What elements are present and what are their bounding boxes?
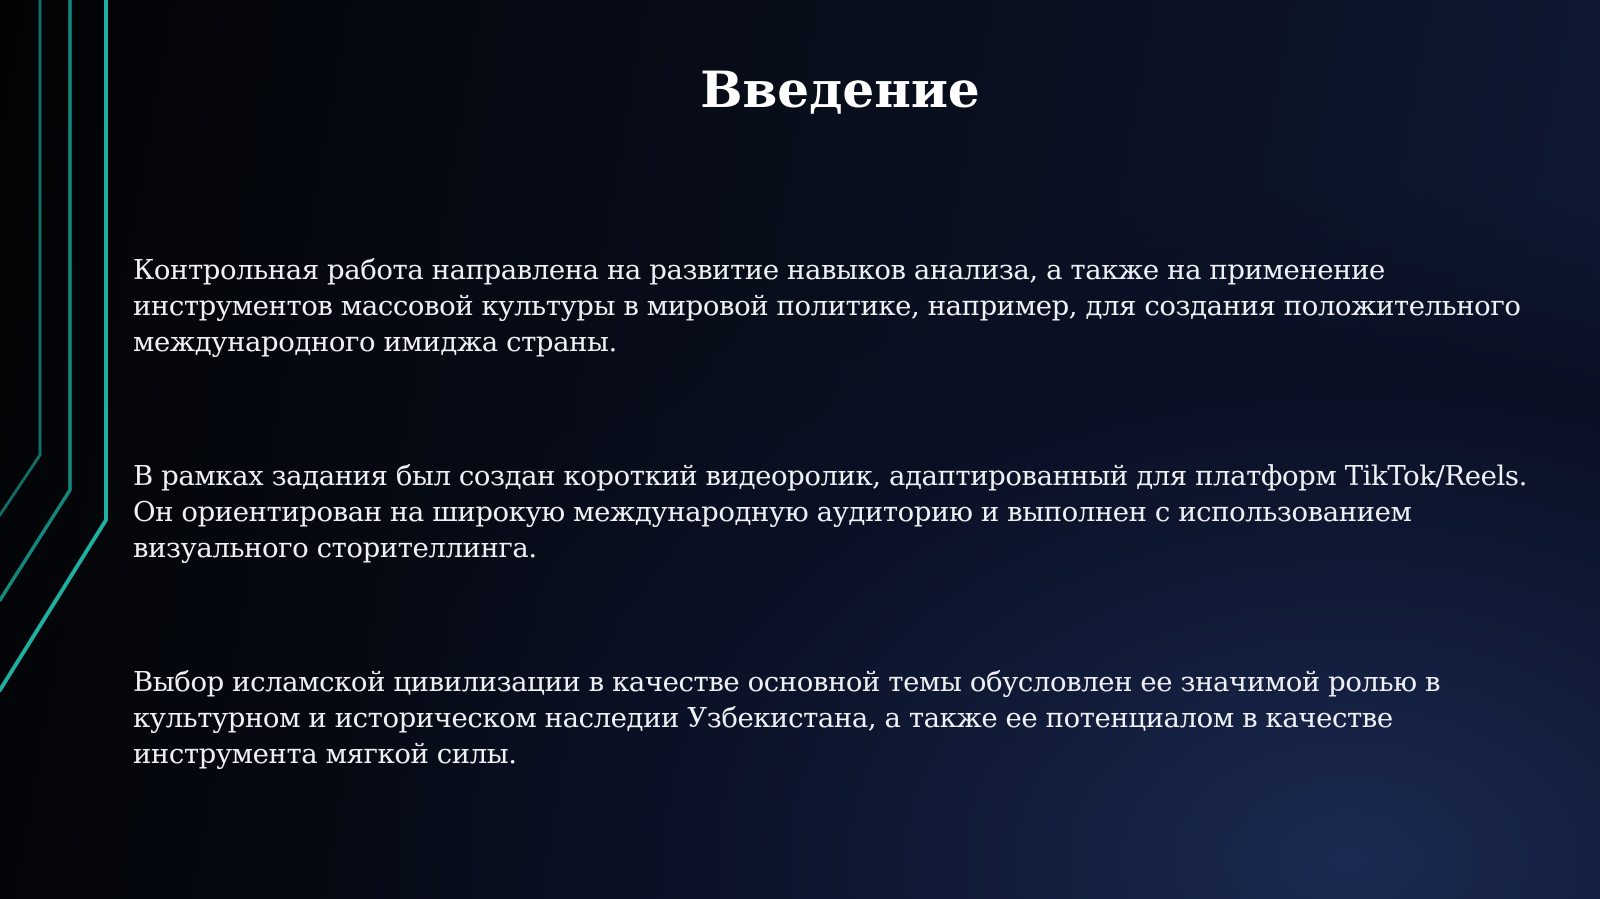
slide-title: Введение (700, 60, 980, 119)
intro-paragraph-2: В рамках задания был создан короткий видеоролик, адаптированный для платформ TikTok/Reels. Он ориентирован на широкую международную аудиторию и выполнен с использованием визуального сторителлинга. (133, 460, 1527, 564)
intro-paragraph-1: Контрольная работа направлена на развитие навыков анализа, а также на применение инструментов массовой культуры в мировой политике, например, для создания положительного международного имиджа страны. (133, 254, 1521, 358)
decorative-circuit-lines (0, 0, 140, 899)
intro-paragraph-3: Выбор исламской цивилизации в качестве основной темы обусловлен ее значимой ролью в культурном и историческом наследии Узбекистана, а также ее потенциалом в качестве инструмента мягкой силы. (133, 666, 1441, 770)
